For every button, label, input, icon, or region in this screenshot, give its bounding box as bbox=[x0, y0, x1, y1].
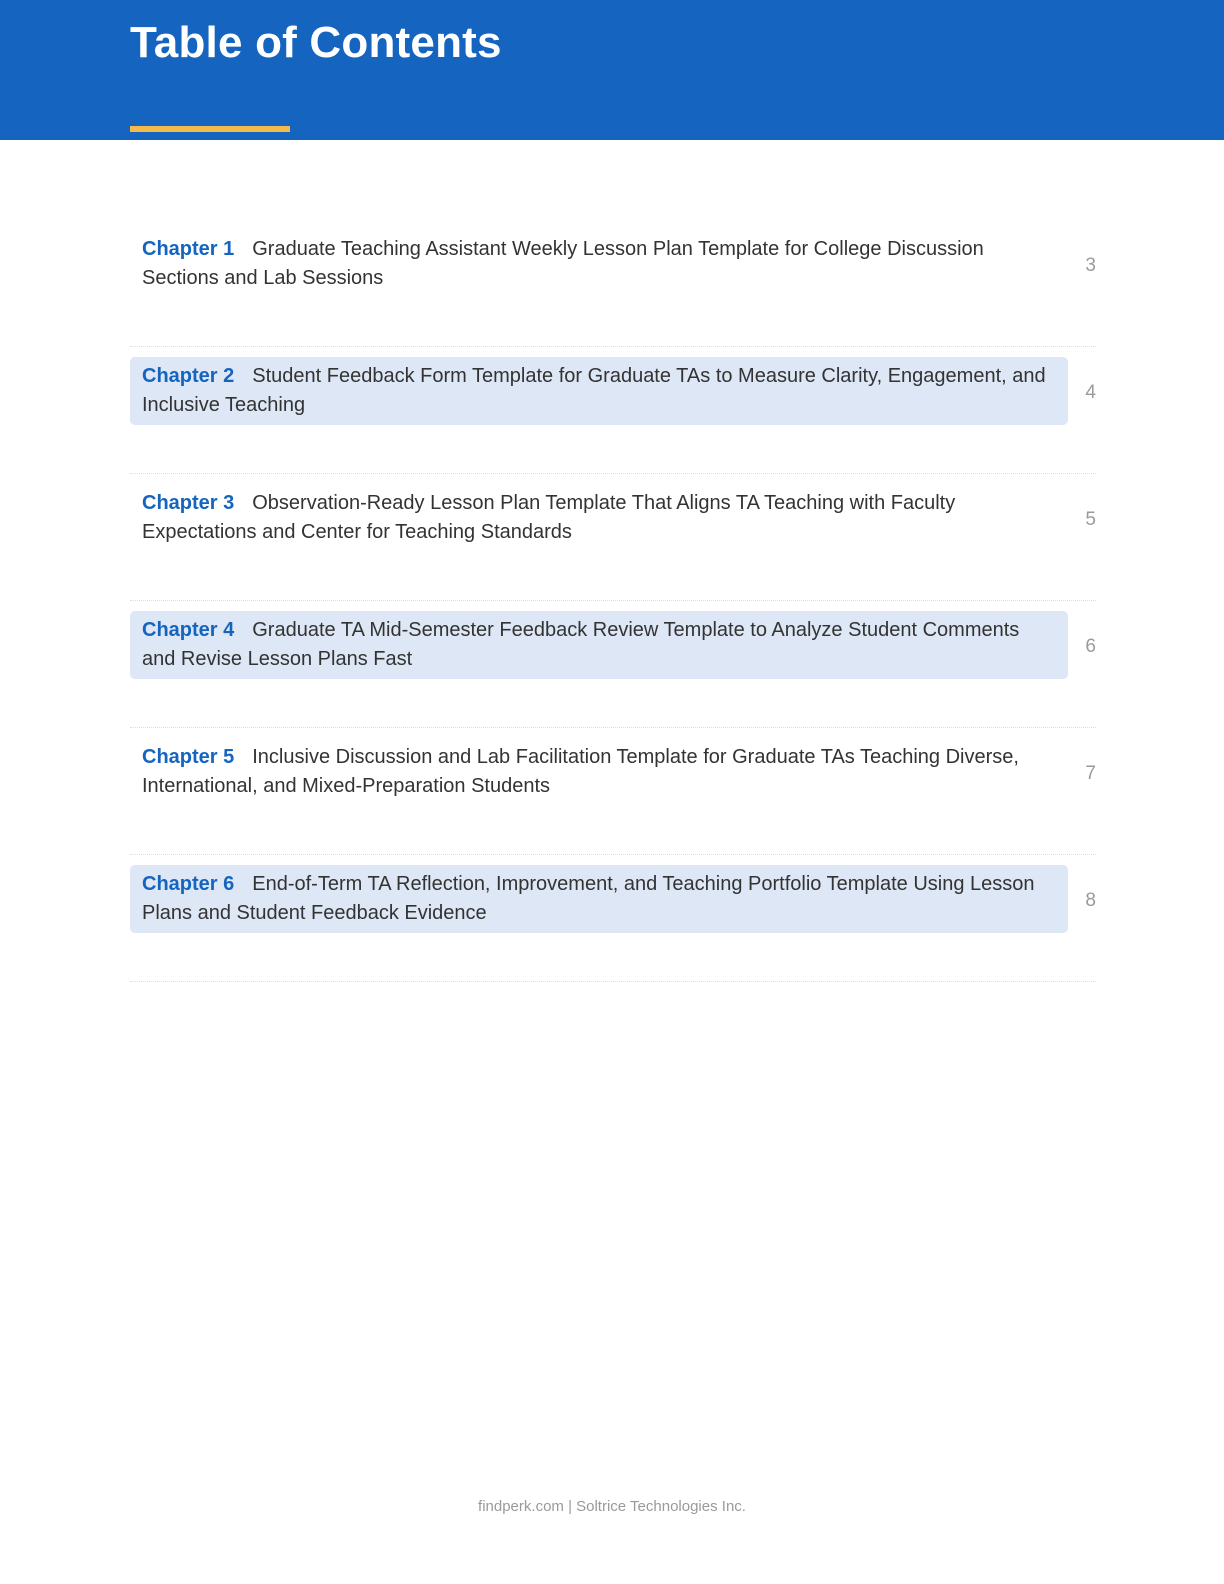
toc-entry-chapter-2[interactable] bbox=[130, 347, 1096, 474]
toc-entry-text bbox=[130, 865, 1068, 933]
toc-entry-text bbox=[130, 611, 1068, 679]
toc-entry-text bbox=[130, 738, 1068, 806]
chapter-title: End-of-Term TA Reflection, Improvement, and Teaching Portfolio Template Using Lesson Plans and Student Feedback Evidence bbox=[142, 873, 1035, 924]
chapter-label: Chapter 3 bbox=[142, 492, 235, 514]
page-number: 8 bbox=[1085, 890, 1096, 911]
toc-entry-text bbox=[130, 484, 1068, 552]
page-footer: findperk.com | Soltrice Technologies Inc. bbox=[478, 1498, 746, 1515]
page-number: 4 bbox=[1085, 382, 1096, 403]
page-number: 5 bbox=[1085, 509, 1096, 530]
toc-entry-chapter-4[interactable] bbox=[130, 601, 1096, 728]
chapter-title: Observation-Ready Lesson Plan Template That Aligns TA Teaching with Faculty Expectations and Center for Teaching Standards bbox=[142, 492, 956, 543]
chapter-label: Chapter 1 bbox=[142, 238, 235, 260]
page-number: 6 bbox=[1085, 636, 1096, 657]
chapter-label: Chapter 4 bbox=[142, 619, 235, 641]
toc-entry-text bbox=[130, 230, 1068, 298]
toc-entry-chapter-1[interactable] bbox=[130, 220, 1096, 347]
page-number: 3 bbox=[1085, 255, 1096, 276]
toc-entry-chapter-5[interactable] bbox=[130, 728, 1096, 855]
chapter-title: Inclusive Discussion and Lab Facilitation Template for Graduate TAs Teaching Diverse, International, and Mixed-Preparation Students bbox=[142, 746, 1019, 797]
toc-entry-chapter-3[interactable] bbox=[130, 474, 1096, 601]
chapter-title: Graduate TA Mid-Semester Feedback Review Template to Analyze Student Comments and Revise Lesson Plans Fast bbox=[142, 619, 1020, 670]
page-number: 7 bbox=[1085, 763, 1096, 784]
toc-entry-chapter-6[interactable] bbox=[130, 855, 1096, 982]
chapter-title: Graduate Teaching Assistant Weekly Lesson Plan Template for College Discussion Sections and Lab Sessions bbox=[142, 238, 984, 289]
page-header bbox=[0, 0, 1224, 140]
chapter-title: Student Feedback Form Template for Graduate TAs to Measure Clarity, Engagement, and Inclusive Teaching bbox=[142, 365, 1046, 416]
table-of-contents bbox=[130, 220, 1096, 982]
title-accent-bar bbox=[130, 126, 290, 132]
toc-entry-text bbox=[130, 357, 1068, 425]
chapter-label: Chapter 5 bbox=[142, 746, 235, 768]
chapter-label: Chapter 6 bbox=[142, 873, 235, 895]
chapter-label: Chapter 2 bbox=[142, 365, 235, 387]
page-title: Table of Contents bbox=[130, 18, 502, 67]
